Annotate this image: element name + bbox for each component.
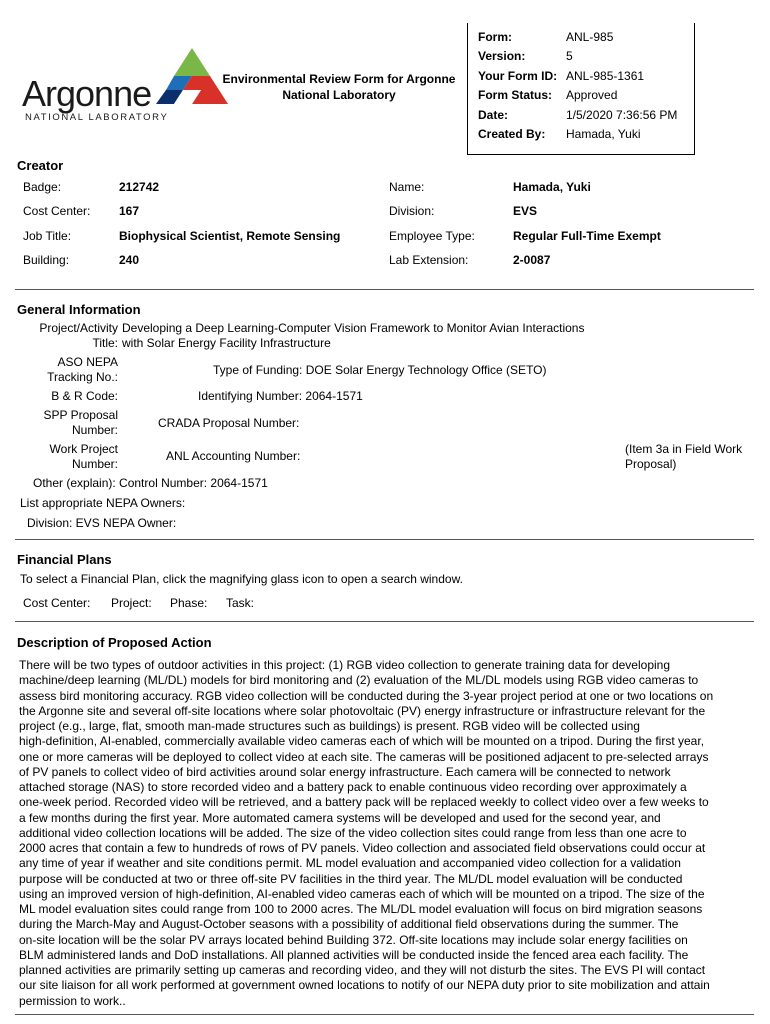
created-by-label: Created By:	[478, 127, 546, 141]
other-value: Control Number: 2064-1571	[119, 476, 268, 490]
form-id-value: ANL-985-1361	[566, 69, 645, 83]
argonne-logo	[22, 46, 212, 126]
description-line: one-week period. Recorded video will be retrieved, and a battery pack will be replaced weekly to collect video over a few weeks to	[19, 795, 709, 810]
date-row	[478, 106, 693, 125]
creator-section-title: Creator	[17, 158, 64, 173]
description-text	[19, 658, 753, 1009]
br-code-label: B & R Code:	[51, 389, 118, 403]
financial-project-label: Project:	[111, 596, 152, 610]
description-line: ML model evaluation sites could range from 100 to 2000 acres. The ML/DL model evaluation will focus on bird migration seasons	[19, 902, 703, 916]
form-label: Form:	[478, 30, 512, 44]
name-value: Hamada, Yuki	[513, 180, 591, 194]
lab-extension-value: 2-0087	[513, 253, 551, 267]
funding-value: DOE Solar Energy Technology Office (SETO)	[305, 363, 547, 377]
anl-accounting-label: ANL Accounting Number:	[166, 449, 301, 463]
financial-cost-center-label: Cost Center:	[23, 596, 91, 610]
financial-plans-section-title: Financial Plans	[17, 552, 112, 567]
description-line: any time of year if weather and site conditions permit. ML model evaluation and accompanied video collection for a validation	[19, 856, 681, 871]
description-line: permission to work..	[19, 993, 126, 1008]
work-project-label-line-1: Work Project	[49, 442, 118, 456]
project-title-label-line-2: Title:	[92, 336, 118, 350]
spp-proposal-label-line-1: SPP Proposal	[43, 408, 118, 422]
description-line: There will be two types of outdoor activities in this project: (1) RGB video collection to generate training data for developing	[19, 658, 671, 672]
description-line: on-site location will be the solar PV arrays located behind Building 372. Off-site locations may include solar energy facilities on	[19, 932, 688, 947]
identifying-label: Identifying Number:	[198, 389, 303, 403]
work-project-label-line-2: Number:	[71, 457, 118, 471]
employee-type-label: Employee Type:	[389, 229, 475, 243]
form-info-box	[467, 23, 695, 155]
employee-type-value: Regular Full-Time Exempt	[513, 229, 661, 243]
financial-task-label: Task:	[226, 596, 255, 610]
item-note-line-2: Proposal)	[625, 457, 677, 471]
form-id-row	[478, 67, 693, 86]
aso-nepa-label-line-2: Tracking No.:	[47, 370, 118, 384]
created-by-row	[478, 125, 693, 144]
version-label: Version:	[478, 49, 526, 63]
document-title	[214, 71, 464, 103]
description-section-title: Description of Proposed Action	[17, 635, 212, 650]
division-label: Division:	[389, 204, 435, 218]
general-info-section-title: General Information	[17, 302, 141, 317]
project-title-label-line-1: Project/Activity	[39, 321, 118, 335]
division-nepa-owner-label: Division: EVS NEPA Owner:	[27, 516, 177, 530]
other-label: Other (explain):	[33, 476, 116, 490]
logo-subtitle: NATIONAL LABORATORY	[25, 112, 169, 123]
name-label: Name:	[389, 180, 425, 194]
description-line: assess bird monitoring accuracy. RGB video collection will be conducted during the 3-year project period at one or two locations on	[19, 688, 714, 703]
project-title-value-line-1: Developing a Deep Learning-Computer Vision Framework to Monitor Avian Interactions	[122, 321, 585, 335]
division-value: EVS	[513, 204, 538, 218]
form-status-value: Approved	[566, 88, 618, 102]
form-value: ANL-985	[566, 30, 614, 44]
cost-center-value: 167	[119, 204, 140, 218]
building-value: 240	[119, 253, 140, 267]
description-line: high-definition, AI-enabled, commercially available video cameras each of which will be mounted on a tripod. During the first year,	[19, 734, 705, 749]
description-line: during the March-May and August-October seasons with a possibility of additional field observations during the summer. The	[19, 917, 679, 932]
identifying-number	[198, 389, 363, 403]
project-title-value-line-2: with Solar Energy Facility Infrastructure	[122, 336, 331, 350]
crada-proposal-label: CRADA Proposal Number:	[158, 416, 300, 430]
funding-type	[213, 363, 547, 377]
form-status-label: Form Status:	[478, 88, 553, 102]
version-value: 5	[566, 49, 573, 63]
description-line: our site liaison for all work performed at government owned locations to notify of our NEPA duty prior to site mobilization and attain	[19, 978, 710, 993]
document-title-line-2: National Laboratory	[282, 88, 396, 102]
description-line: additional video collection locations will be added. The size of the video collection sites could range from less than one acre to	[19, 825, 687, 840]
item-note-line-1: (Item 3a in Field Work	[625, 442, 743, 456]
description-line: planned activities are primarily setting up cameras and recording video, and they will not disturb the sites. The EVS PI will contact	[19, 963, 706, 977]
logo-wordmark: Argonne	[22, 73, 152, 114]
form-row	[478, 28, 693, 47]
nepa-owners-label: List appropriate NEPA Owners:	[20, 496, 186, 510]
description-line: machine/deep learning (ML/DL) models for bird monitoring and (2) evaluation of the ML/DL models using RGB video cameras to	[19, 673, 699, 688]
description-line: attached storage (NAS) to store recorded video and a battery pack to enable continuous video recording over approximately a	[19, 780, 687, 794]
job-title-label: Job Title:	[23, 229, 72, 243]
cost-center-label: Cost Center:	[23, 204, 91, 218]
description-line: 2000 acres that contain a few to hundreds of rows of PV panels. Video collection and associated field observations could occur at	[19, 841, 706, 855]
funding-label: Type of Funding:	[213, 363, 303, 377]
description-line: project (e.g., large, flat, smooth man-made structures such as buildings) is present. RGB video will be collected using	[19, 719, 640, 733]
version-row	[478, 47, 693, 66]
description-line: one or more cameras will be deployed to collect video at each site. The cameras will be positioned adjacent to pre-selected arrays	[19, 749, 709, 764]
description-line: using an improved version of high-definition, AI-enabled video cameras each of which will be mounted on a tripod. The size of the	[19, 886, 705, 901]
date-label: Date:	[478, 108, 509, 122]
created-by-value: Hamada, Yuki	[566, 127, 641, 141]
aso-nepa-label-line-1: ASO NEPA	[57, 355, 118, 369]
other-explain	[33, 476, 268, 490]
form-id-label: Your Form ID:	[478, 69, 558, 83]
identifying-value: 2064-1571	[305, 389, 363, 403]
section-divider	[15, 539, 754, 540]
financial-plans-instruction: To select a Financial Plan, click the magnifying glass icon to open a search window.	[20, 572, 463, 586]
job-title-value: Biophysical Scientist, Remote Sensing	[119, 229, 341, 243]
document-title-line-1: Environmental Review Form for Argonne	[222, 72, 456, 86]
section-divider	[15, 1014, 754, 1015]
section-divider	[15, 289, 754, 290]
description-line: of PV panels to collect video of bird activities around solar energy infrastructure. Each camera will be connected to network	[19, 764, 671, 779]
spp-proposal-label-line-2: Number:	[71, 423, 118, 437]
form-status-row	[478, 86, 693, 105]
badge-value: 212742	[119, 180, 160, 194]
badge-label: Badge:	[23, 180, 62, 194]
date-value: 1/5/2020 7:36:56 PM	[566, 108, 678, 122]
lab-extension-label: Lab Extension:	[389, 253, 469, 267]
description-line: purpose will be conducted at two or three off-site PV facilities in the third year. The ML/DL model evaluation will be conducted	[19, 871, 683, 886]
building-label: Building:	[23, 253, 70, 267]
description-line: a few months during the first year. More automated camera systems will be developed and used for the second year, and	[19, 810, 661, 825]
financial-phase-label: Phase:	[170, 596, 208, 610]
section-divider	[15, 621, 754, 622]
description-line: BLM administered lands and DoD installations. All planned activities will be conducted inside the fenced area each facility. The	[19, 947, 689, 962]
description-line: the Argonne site and several off-site locations where solar photovoltaic (PV) energy infrastructure or infrastructure relevant for the	[19, 703, 706, 718]
